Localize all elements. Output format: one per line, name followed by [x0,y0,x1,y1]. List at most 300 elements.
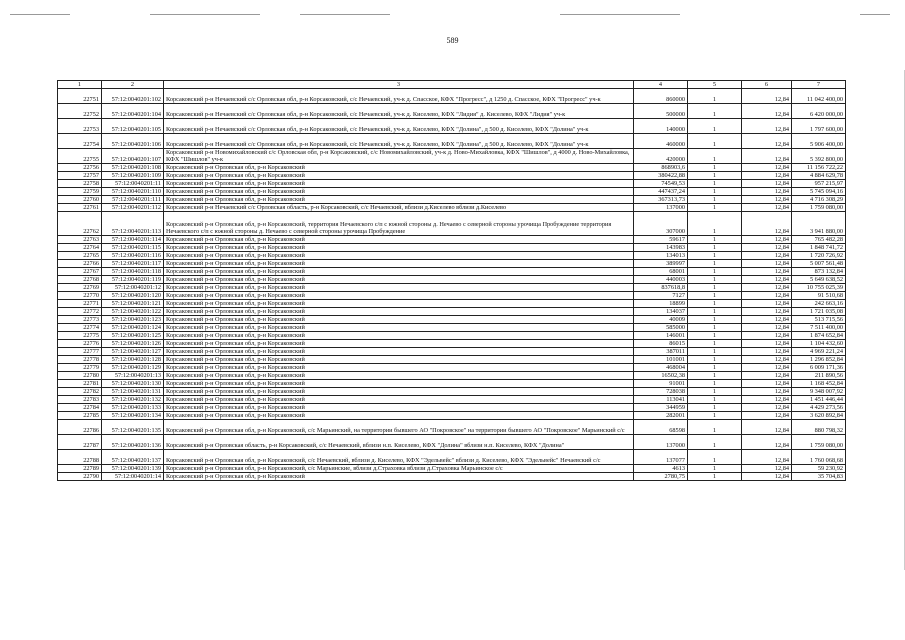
value-cell: 5 745 094,16 [792,188,846,196]
location-description-cell: Корсаковский р-н Орловская обл, р-н Корсаковский [164,188,634,196]
count-cell: 1 [688,252,742,260]
table-row [58,420,846,435]
location-description-cell: Корсаковский р-н Нечаевский с/с Орловская обл, р-н Корсаковский, с/с Нечаевский, уч-к д. Киселево, КФХ "Лидия" д. Киселево, КФХ "Лидия" уч-к [164,104,634,119]
count-cell: 1 [688,119,742,134]
rate-cell: 12,84 [742,324,792,332]
count-cell: 1 [688,212,742,236]
rate-cell: 12,84 [742,340,792,348]
table-row [58,412,846,420]
table-row [58,134,846,149]
cadastral-number-cell: 57:12:0040201:135 [102,420,164,435]
count-cell: 1 [688,450,742,465]
rate-cell: 12,84 [742,356,792,364]
count-cell: 1 [688,435,742,450]
table-row [58,404,846,412]
row-number-cell: 22789 [58,465,102,473]
count-cell: 1 [688,412,742,420]
location-description-cell: Корсаковский р-н Нечаевский с/с Орловская обл, р-н Корсаковский, с/с Нечаевский, уч-к д. Киселево, КФХ "Долина", д 500 д. Киселево, КФХ "Долина" уч-к [164,134,634,149]
rate-cell: 12,84 [742,420,792,435]
column-header: 4 [634,81,688,89]
table-row [58,465,846,473]
area-cell: 440003 [634,276,688,284]
cadastral-number-cell: 57:12:0040201:120 [102,292,164,300]
value-cell: 242 663,16 [792,300,846,308]
value-cell: 1 451 446,44 [792,396,846,404]
value-cell: 1 874 652,84 [792,332,846,340]
location-description-cell: Корсаковский р-н Орловская обл, р-н Корсаковский [164,372,634,380]
count-cell: 1 [688,89,742,104]
location-description-cell: Корсаковский р-н Орловская обл, р-н Корсаковский [164,172,634,180]
scan-artifact [860,14,890,15]
row-number-cell: 22787 [58,435,102,450]
area-cell: 868903,6 [634,164,688,172]
column-header: 1 [58,81,102,89]
value-cell: 873 132,84 [792,268,846,276]
table-row [58,172,846,180]
row-number-cell: 22767 [58,268,102,276]
area-cell: 7127 [634,292,688,300]
area-cell: 146001 [634,332,688,340]
location-description-cell: Корсаковский р-н Орловская обл, р-н Корсаковский, с/с Нечаевский, вблизи д. Киселево, КФХ "Эдельвейс" вблизи д. Киселево, КФХ "Эдельвейс" Нечаевский с/с [164,450,634,465]
table-row [58,300,846,308]
rate-cell: 12,84 [742,119,792,134]
area-cell: 307000 [634,212,688,236]
rate-cell: 12,84 [742,316,792,324]
row-number-cell: 22760 [58,196,102,204]
row-number-cell: 22775 [58,332,102,340]
area-cell: 2780,75 [634,473,688,481]
cadastral-number-cell: 57:12:0040201:105 [102,119,164,134]
cadastral-number-cell: 57:12:0040201:124 [102,324,164,332]
table-row [58,284,846,292]
rate-cell: 12,84 [742,435,792,450]
cadastral-number-cell: 57:12:0040201:127 [102,348,164,356]
value-cell: 4 969 221,24 [792,348,846,356]
location-description-cell: Корсаковский р-н Орловская обл, р-н Корсаковский [164,332,634,340]
rate-cell: 12,84 [742,388,792,396]
rate-cell: 12,84 [742,380,792,388]
area-cell: 74549,53 [634,180,688,188]
row-number-cell: 22784 [58,404,102,412]
table-row [58,244,846,252]
rate-cell: 12,84 [742,268,792,276]
scan-artifact [560,14,680,15]
value-cell: 1 168 452,84 [792,380,846,388]
value-cell: 5 007 561,48 [792,260,846,268]
value-cell: 4 716 308,29 [792,196,846,204]
cadastral-number-cell: 57:12:0040201:12 [102,284,164,292]
rate-cell: 12,84 [742,180,792,188]
rate-cell: 12,84 [742,396,792,404]
count-cell: 1 [688,380,742,388]
row-number-cell: 22790 [58,473,102,481]
value-cell: 59 230,92 [792,465,846,473]
table-row [58,356,846,364]
row-number-cell: 22781 [58,380,102,388]
location-description-cell: Корсаковский р-н Орловская обл, р-н Корсаковский [164,388,634,396]
table-row [58,292,846,300]
count-cell: 1 [688,149,742,164]
location-description-cell: Корсаковский р-н Орловская обл, р-н Корсаковский [164,236,634,244]
column-header: 6 [742,81,792,89]
cadastral-number-cell: 57:12:0040201:133 [102,404,164,412]
count-cell: 1 [688,134,742,149]
area-cell: 16502,38 [634,372,688,380]
column-header: 5 [688,81,742,89]
cadastral-number-cell: 57:12:0040201:125 [102,332,164,340]
row-number-cell: 22768 [58,276,102,284]
area-cell: 344959 [634,404,688,412]
rate-cell: 12,84 [742,244,792,252]
value-cell: 880 798,32 [792,420,846,435]
count-cell: 1 [688,316,742,324]
rate-cell: 12,84 [742,276,792,284]
rate-cell: 12,84 [742,134,792,149]
location-description-cell: Корсаковский р-н Орловская обл, р-н Корсаковский [164,396,634,404]
rate-cell: 12,84 [742,164,792,172]
row-number-cell: 22763 [58,236,102,244]
location-description-cell: Корсаковский р-н Орловская обл, р-н Корсаковский [164,324,634,332]
row-number-cell: 22783 [58,396,102,404]
value-cell: 3 620 892,84 [792,412,846,420]
scan-artifact [300,14,390,15]
table-row [58,388,846,396]
table-row [58,204,846,212]
rate-cell: 12,84 [742,260,792,268]
count-cell: 1 [688,465,742,473]
row-number-cell: 22754 [58,134,102,149]
land-plot-table [57,80,846,481]
row-number-cell: 22780 [58,372,102,380]
count-cell: 1 [688,348,742,356]
row-number-cell: 22761 [58,204,102,212]
rate-cell: 12,84 [742,372,792,380]
rate-cell: 12,84 [742,212,792,236]
value-cell: 9 348 007,92 [792,388,846,396]
row-number-cell: 22755 [58,149,102,164]
table-row [58,324,846,332]
cadastral-number-cell: 57:12:0040201:11 [102,180,164,188]
area-cell: 4613 [634,465,688,473]
area-cell: 134037 [634,308,688,316]
cadastral-number-cell: 57:12:0040201:137 [102,450,164,465]
value-cell: 11 156 722,22 [792,164,846,172]
rate-cell: 12,84 [742,465,792,473]
count-cell: 1 [688,180,742,188]
table-row [58,268,846,276]
count-cell: 1 [688,260,742,268]
value-cell: 1 104 432,60 [792,340,846,348]
count-cell: 1 [688,284,742,292]
count-cell: 1 [688,164,742,172]
row-number-cell: 22751 [58,89,102,104]
location-description-cell: Корсаковский р-н Орловская обл, р-н Корсаковский [164,316,634,324]
row-number-cell: 22788 [58,450,102,465]
count-cell: 1 [688,172,742,180]
table-row [58,196,846,204]
rate-cell: 12,84 [742,473,792,481]
count-cell: 1 [688,404,742,412]
location-description-cell: Корсаковский р-н Орловская обл, р-н Корсаковский [164,180,634,188]
cadastral-number-cell: 57:12:0040201:128 [102,356,164,364]
count-cell: 1 [688,188,742,196]
area-cell: 68598 [634,420,688,435]
value-cell: 1 797 600,00 [792,119,846,134]
count-cell: 1 [688,268,742,276]
cadastral-number-cell: 57:12:0040201:107 [102,149,164,164]
count-cell: 1 [688,276,742,284]
rate-cell: 12,84 [742,300,792,308]
location-description-cell: Корсаковский р-н Орловская обл, р-н Корсаковский [164,412,634,420]
area-cell: 59617 [634,236,688,244]
table-row [58,450,846,465]
row-number-cell: 22778 [58,356,102,364]
area-cell: 389997 [634,260,688,268]
cadastral-number-cell: 57:12:0040201:119 [102,276,164,284]
table-row [58,119,846,134]
value-cell: 1 759 080,00 [792,435,846,450]
area-cell: 18899 [634,300,688,308]
count-cell: 1 [688,473,742,481]
count-cell: 1 [688,420,742,435]
row-number-cell: 22777 [58,348,102,356]
table-row [58,473,846,481]
value-cell: 3 941 880,00 [792,212,846,236]
value-cell: 4 884 629,78 [792,172,846,180]
row-number-cell: 22752 [58,104,102,119]
table-row [58,396,846,404]
value-cell: 10 755 025,39 [792,284,846,292]
rate-cell: 12,84 [742,308,792,316]
area-cell: 68001 [634,268,688,276]
table-body [58,89,846,481]
rate-cell: 12,84 [742,204,792,212]
count-cell: 1 [688,332,742,340]
count-cell: 1 [688,396,742,404]
cadastral-number-cell: 57:12:0040201:104 [102,104,164,119]
value-cell: 957 215,97 [792,180,846,188]
area-cell: 420000 [634,149,688,164]
area-cell: 140000 [634,119,688,134]
table-row [58,276,846,284]
location-description-cell: Корсаковский р-н Орловская обл, р-н Корсаковский [164,268,634,276]
rate-cell: 12,84 [742,252,792,260]
value-cell: 91 510,68 [792,292,846,300]
location-description-cell: Корсаковский р-н Орловская обл, р-н Корсаковский [164,404,634,412]
count-cell: 1 [688,356,742,364]
value-cell: 1 759 080,00 [792,204,846,212]
header-row [58,81,846,89]
location-description-cell: Корсаковский р-н Орловская область, р-н Корсаковский, с/с Нечаевский, вблизи н.п. Киселево, КФХ "Долина" вблизи н.п. Киселево, КФХ "Долина" [164,435,634,450]
value-cell: 4 429 273,56 [792,404,846,412]
row-number-cell: 22765 [58,252,102,260]
count-cell: 1 [688,300,742,308]
location-description-cell: Корсаковский р-н Орловская обл, р-н Корсаковский [164,340,634,348]
area-cell: 367313,73 [634,196,688,204]
column-header: 7 [792,81,846,89]
value-cell: 5 649 638,52 [792,276,846,284]
row-number-cell: 22764 [58,244,102,252]
location-description-cell: Корсаковский р-н Орловская обл, р-н Корсаковский [164,284,634,292]
count-cell: 1 [688,104,742,119]
cadastral-number-cell: 57:12:0040201:118 [102,268,164,276]
value-cell: 7 511 400,00 [792,324,846,332]
location-description-cell: Корсаковский р-н Орловская обл, р-н Корсаковский [164,380,634,388]
row-number-cell: 22773 [58,316,102,324]
location-description-cell: Корсаковский р-н Орловская обл, р-н Корсаковский [164,292,634,300]
row-number-cell: 22770 [58,292,102,300]
table-row [58,308,846,316]
rate-cell: 12,84 [742,196,792,204]
area-cell: 468004 [634,364,688,372]
cadastral-number-cell: 57:12:0040201:139 [102,465,164,473]
table-row [58,380,846,388]
cadastral-number-cell: 57:12:0040201:114 [102,236,164,244]
cadastral-number-cell: 57:12:0040201:117 [102,260,164,268]
area-cell: 86015 [634,340,688,348]
rate-cell: 12,84 [742,332,792,340]
row-number-cell: 22782 [58,388,102,396]
cadastral-number-cell: 57:12:0040201:132 [102,396,164,404]
cadastral-number-cell: 57:12:0040201:126 [102,340,164,348]
cadastral-number-cell: 57:12:0040201:108 [102,164,164,172]
table-row [58,104,846,119]
rate-cell: 12,84 [742,188,792,196]
value-cell: 1 760 068,68 [792,450,846,465]
location-description-cell: Корсаковский р-н Орловская обл, р-н Корсаковский [164,348,634,356]
rate-cell: 12,84 [742,149,792,164]
count-cell: 1 [688,244,742,252]
count-cell: 1 [688,236,742,244]
value-cell: 211 890,56 [792,372,846,380]
area-cell: 282001 [634,412,688,420]
count-cell: 1 [688,340,742,348]
table-row [58,252,846,260]
location-description-cell: Корсаковский р-н Орловская обл, р-н Корсаковский [164,196,634,204]
table-row [58,149,846,164]
rate-cell: 12,84 [742,412,792,420]
location-description-cell: Корсаковский р-н Орловская обл, р-н Корсаковский, с/с Марьинский, на территории бывшего АО "Покровское" на территории бывшего АО "Покровское" Марьинский с/с [164,420,634,435]
count-cell: 1 [688,308,742,316]
rate-cell: 12,84 [742,404,792,412]
rate-cell: 12,84 [742,364,792,372]
location-description-cell: Корсаковский р-н Орловская обл, р-н Корсаковский, с/с Марьинские, вблизи д.Страховка вблизи д.Страховка Марьинское с/с [164,465,634,473]
cadastral-number-cell: 57:12:0040201:106 [102,134,164,149]
table-row [58,188,846,196]
location-description-cell: Корсаковский р-н Орловская обл, р-н Корсаковский [164,260,634,268]
cadastral-number-cell: 57:12:0040201:116 [102,252,164,260]
location-description-cell: Корсаковский р-н Орловская обл, р-н Корсаковский [164,276,634,284]
value-cell: 5 392 800,00 [792,149,846,164]
cadastral-number-cell: 57:12:0040201:102 [102,89,164,104]
value-cell: 11 042 400,00 [792,89,846,104]
table-row [58,435,846,450]
cadastral-number-cell: 57:12:0040201:111 [102,196,164,204]
area-cell: 134013 [634,252,688,260]
row-number-cell: 22758 [58,180,102,188]
table-row [58,164,846,172]
value-cell: 765 482,28 [792,236,846,244]
cadastral-number-cell: 57:12:0040201:113 [102,212,164,236]
table-row [58,236,846,244]
area-cell: 500000 [634,104,688,119]
area-cell: 143983 [634,244,688,252]
cadastral-number-cell: 57:12:0040201:14 [102,473,164,481]
row-number-cell: 22762 [58,212,102,236]
cadastral-number-cell: 57:12:0040201:136 [102,435,164,450]
value-cell: 5 906 400,00 [792,134,846,149]
cadastral-number-cell: 57:12:0040201:110 [102,188,164,196]
area-cell: 860000 [634,89,688,104]
row-number-cell: 22774 [58,324,102,332]
area-cell: 40009 [634,316,688,324]
value-cell: 1 721 035,08 [792,308,846,316]
column-header: 3 [164,81,634,89]
table-row [58,212,846,236]
table-row [58,348,846,356]
location-description-cell: Корсаковский р-н Орловская обл, р-н Корсаковский [164,252,634,260]
row-number-cell: 22753 [58,119,102,134]
table-row [58,260,846,268]
rate-cell: 12,84 [742,89,792,104]
count-cell: 1 [688,324,742,332]
scan-artifact [150,14,260,15]
area-cell: 101001 [634,356,688,364]
row-number-cell: 22759 [58,188,102,196]
value-cell: 1 848 741,72 [792,244,846,252]
scan-artifact [10,14,70,15]
rate-cell: 12,84 [742,104,792,119]
cadastral-number-cell: 57:12:0040201:121 [102,300,164,308]
cadastral-number-cell: 57:12:0040201:13 [102,372,164,380]
rate-cell: 12,84 [742,284,792,292]
column-header: 2 [102,81,164,89]
row-number-cell: 22757 [58,172,102,180]
value-cell: 513 715,56 [792,316,846,324]
row-number-cell: 22772 [58,308,102,316]
row-number-cell: 22771 [58,300,102,308]
cadastral-number-cell: 57:12:0040201:122 [102,308,164,316]
value-cell: 6 009 171,36 [792,364,846,372]
row-number-cell: 22769 [58,284,102,292]
count-cell: 1 [688,292,742,300]
row-number-cell: 22776 [58,340,102,348]
row-number-cell: 22779 [58,364,102,372]
value-cell: 35 704,83 [792,473,846,481]
cadastral-number-cell: 57:12:0040201:123 [102,316,164,324]
value-cell: 6 420 000,00 [792,104,846,119]
rate-cell: 12,84 [742,236,792,244]
area-cell: 113041 [634,396,688,404]
area-cell: 447437,24 [634,188,688,196]
rate-cell: 12,84 [742,450,792,465]
table-row [58,340,846,348]
table-row [58,364,846,372]
area-cell: 137077 [634,450,688,465]
area-cell: 137000 [634,435,688,450]
rate-cell: 12,84 [742,172,792,180]
cadastral-number-cell: 57:12:0040201:109 [102,172,164,180]
area-cell: 728038 [634,388,688,396]
area-cell: 137000 [634,204,688,212]
location-description-cell: Корсаковский р-н Новомихайловский с/с Орловская обл, р-н Корсаковский, с/с Новомихайловский, уч-к д. Ново-Михайловка, КФХ "Шишлов", д 4000 д. Ново-Михайловка, КФХ "Шишлов" уч-к [164,149,634,164]
location-description-cell: Корсаковский р-н Нечаевский с/с Орловская обл, р-н Корсаковский, с/с Нечаевский, уч-к д. Спасское, КФХ "Прогресс", д 1250 д. Спасское, КФХ "Прогресс" уч-к [164,89,634,104]
location-description-cell: Корсаковский р-н Нечаевский с/с Орловская обл, р-н Корсаковский, с/с Нечаевский, уч-к д. Киселево, КФХ "Долина", д 500 д. Киселево, КФХ "Долина" уч-к [164,119,634,134]
rate-cell: 12,84 [742,348,792,356]
table-row [58,180,846,188]
table-row [58,372,846,380]
area-cell: 585000 [634,324,688,332]
